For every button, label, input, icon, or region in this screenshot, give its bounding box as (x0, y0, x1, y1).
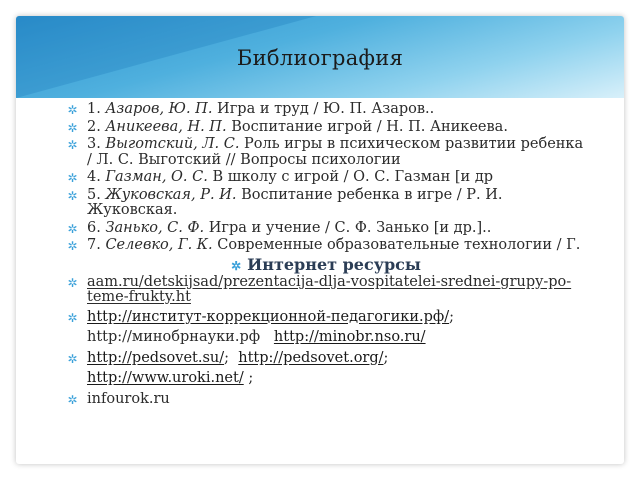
reference-author: Жуковская, Р. И. (105, 186, 237, 203)
separator: ; (383, 349, 389, 366)
bullet-icon: ✲ (67, 138, 78, 152)
reference-author: Селевко, Г. К. (105, 237, 213, 253)
reference-number: 3. (87, 136, 101, 152)
bullet-icon: ✲ (231, 258, 242, 273)
section-title: Интернет ресурсы (247, 254, 421, 274)
resource-link-korrekcionnoy[interactable]: http://институт-коррекционной-педагогики.рф/ (87, 308, 450, 325)
resource-item-3 (66, 351, 586, 387)
reference-item-4 (66, 170, 586, 186)
resource-link-minobrnauki[interactable]: http://минобрнауки.рф (87, 329, 261, 345)
resource-link-pedsovet-su[interactable]: http://pedsovet.su/ (87, 349, 225, 366)
reference-author: Выготский, Л. С. (105, 136, 240, 152)
reference-item-3 (66, 137, 586, 168)
slide (16, 16, 624, 464)
resource-link-minobr-nso[interactable]: http://minobr.nso.ru/ (273, 329, 426, 345)
reference-text: Роль игры в психическом развитии ребенка / Л. С. Выготский // Вопросы психологии (87, 136, 584, 168)
bullet-icon: ✲ (67, 221, 78, 236)
bullet-icon: ✲ (67, 188, 78, 203)
bibliography-list (66, 102, 586, 409)
bullet-icon: ✲ (67, 120, 78, 135)
reference-number: 1. (87, 101, 101, 117)
separator: ; (224, 349, 230, 366)
bullet-icon: ✲ (67, 275, 78, 290)
resource-item-1 (66, 275, 586, 306)
resource-link-infourok[interactable]: infourok.ru (87, 390, 170, 407)
resource-item-2 (66, 310, 586, 346)
bullet-icon: ✲ (67, 392, 78, 407)
bullet-icon: ✲ (67, 351, 78, 366)
reference-item-1 (66, 102, 586, 118)
resource-link-aam[interactable]: aam.ru/detskijsad/prezentacija-dlja-vospitatelei-srednei-grupy-po-teme-frukty.ht (87, 273, 572, 305)
reference-number: 2. (87, 118, 101, 135)
reference-item-2 (66, 120, 586, 136)
reference-author: Азаров, Ю. П. (105, 101, 213, 117)
reference-text: Воспитание игрой / Н. П. Аникеева. (231, 118, 508, 135)
reference-item-6 (66, 221, 586, 237)
reference-item-7 (66, 238, 586, 254)
reference-text: Игра и труд / Ю. П. Азаров.. (217, 101, 435, 117)
reference-author: Занько, С. Ф. (105, 219, 205, 236)
bullet-icon: ✲ (67, 171, 78, 185)
reference-number: 7. (87, 237, 101, 253)
reference-author: Газман, О. С. (105, 169, 208, 185)
reference-author: Аникеева, Н. П. (105, 118, 227, 135)
reference-text: Воспитание ребенка в игре / Р. И. Жуковская. (87, 186, 503, 218)
bullet-icon: ✲ (67, 310, 78, 325)
reference-number: 4. (87, 169, 101, 185)
reference-text: Современные образовательные технологии / Г. (217, 237, 581, 253)
resource-item-4 (66, 392, 586, 408)
reference-text: В школу с игрой / О. С. Газман [и др (212, 169, 494, 185)
separator: ; (248, 370, 254, 386)
reference-item-5 (66, 188, 586, 219)
resource-row (87, 330, 586, 346)
resource-link-pedsovet-org[interactable]: http://pedsovet.org/ (238, 349, 384, 366)
internet-resources-heading (66, 254, 586, 274)
separator: ; (449, 308, 455, 325)
reference-number: 6. (87, 219, 101, 236)
resource-row (87, 371, 586, 387)
reference-number: 5. (87, 186, 101, 203)
bullet-icon: ✲ (67, 239, 78, 253)
bullet-icon: ✲ (67, 103, 78, 117)
slide-title: Библиография (236, 46, 404, 70)
resource-link-uroki[interactable]: http://www.uroki.net/ (87, 370, 244, 386)
reference-text: Игра и учение / С. Ф. Занько [и др.].. (208, 219, 492, 236)
